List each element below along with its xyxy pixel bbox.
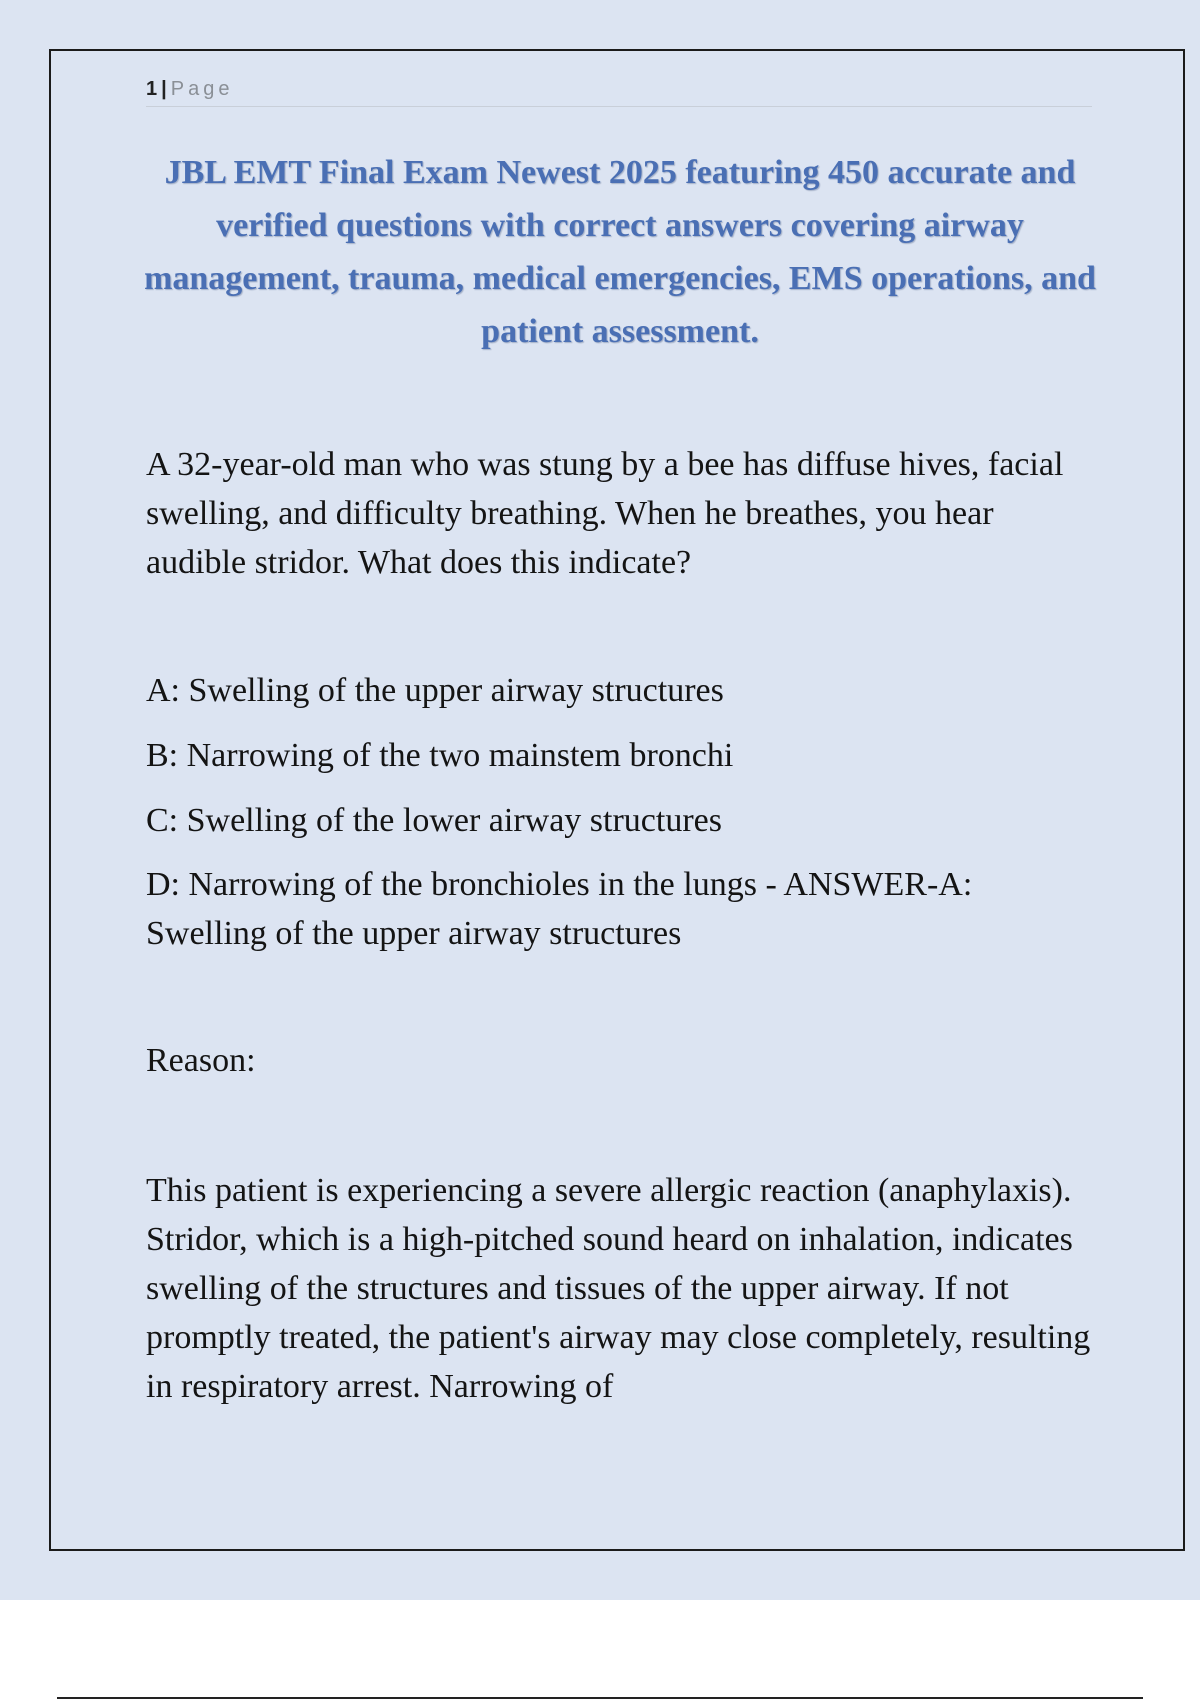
page-number: 1 [146,78,158,100]
question-text: A 32-year-old man who was stung by a bee has diffuse hives, facial swelling, and difficulty breathing. When he breathes, you hear audible stridor. What does this indicate? [146,446,1064,581]
document-title: JBL EMT Final Exam Newest 2025 featuring 450 accurate and verified questions with correct answers covering airway management, trauma, medical emergencies, EMS operations, and patient assessment. [144,154,1096,350]
page-separator: | [161,78,167,100]
option-b: B: Narrowing of the two mainstem bronchi [146,737,734,774]
bottom-divider [57,1697,1143,1699]
page-header [146,72,1092,107]
option-a: A: Swelling of the upper airway structures [146,672,724,709]
option-c: C: Swelling of the lower airway structures [146,802,722,839]
page-word: Page [170,78,234,100]
reason-text: This patient is experiencing a severe allergic reaction (anaphylaxis). Stridor, which is a high-pitched sound heard on inhalation, indicates swelling of the structures and tissues of the upper airway. If not promptly treated, the patient's airway may close completely, resulting in respiratory arrest. Narrowing of [146,1172,1091,1405]
option-d-with-answer: D: Narrowing of the bronchioles in the lungs - ANSWER-A: Swelling of the upper airway structures [146,866,973,952]
reason-label: Reason: [146,1042,256,1079]
